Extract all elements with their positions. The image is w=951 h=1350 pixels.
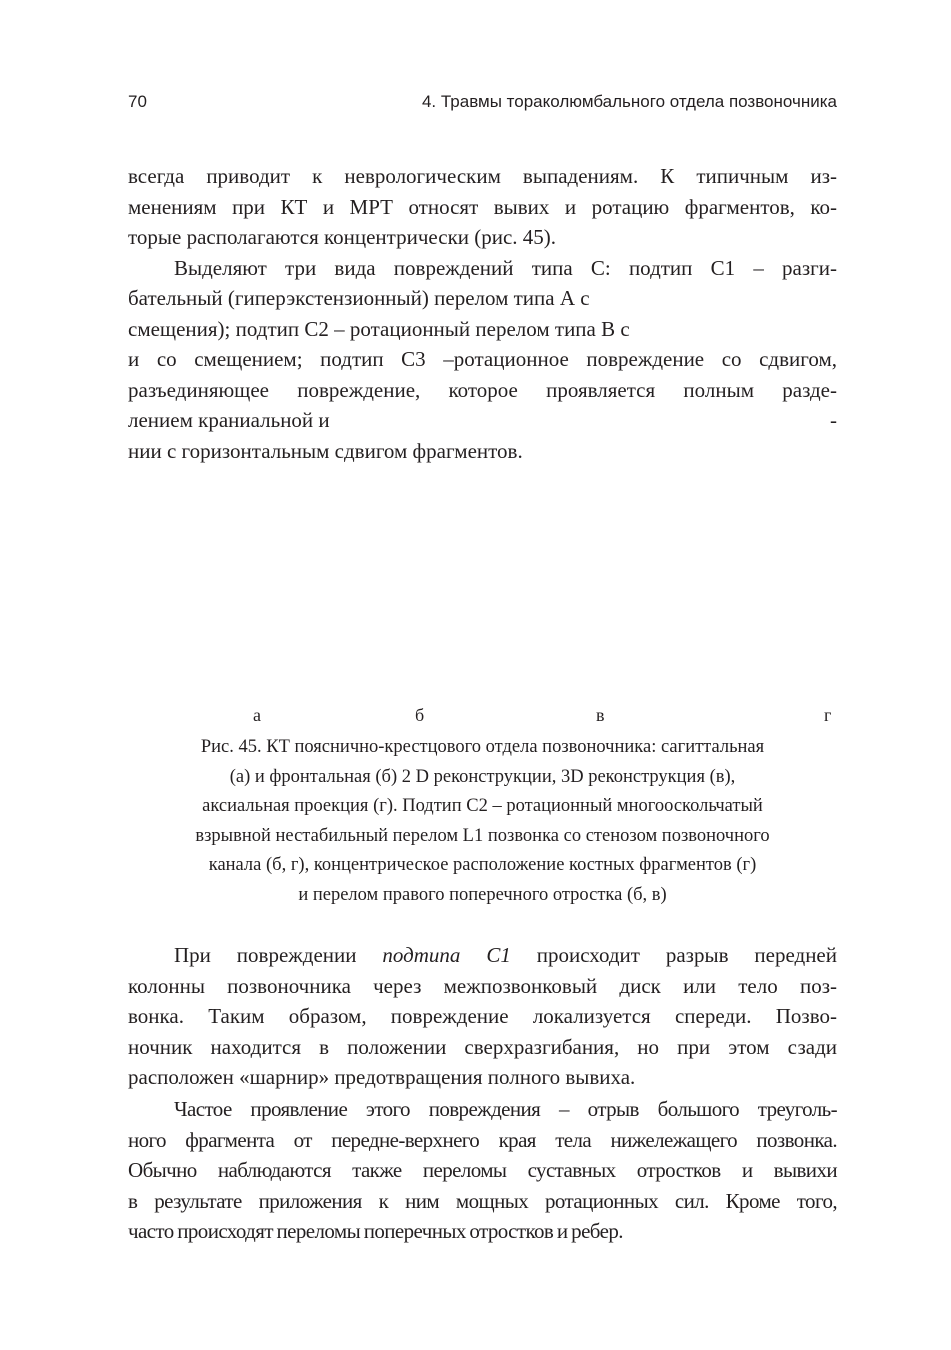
panel-label-c: в (596, 705, 605, 725)
text-line: вонка. Таким образом, повреждение локализуется спереди. Позво- (128, 1004, 837, 1028)
text-block-subtype-c1 (128, 940, 837, 1093)
text-fragment: При повреждении (174, 943, 383, 967)
caption-line: (а) и фронтальная (б) 2 D реконструкции, 3D реконструкция (в), (229, 766, 736, 787)
text-line: всегда приводит к неврологическим выпадениям. К типичным из- (128, 164, 837, 188)
figure-panel-labels (128, 705, 837, 729)
figure-caption (110, 733, 855, 910)
hyphen-fragment: - (830, 408, 837, 432)
text-line: менениям при КТ и МРТ относят вывих и ротацию фрагментов, ко- (128, 194, 837, 219)
panel-label-b: б (415, 705, 425, 725)
text-line: бательный (гиперэкстензионный) перелом типа А с (128, 286, 590, 310)
text-line: ночник находится в положении сверхразгибания, но при этом сзади (128, 1034, 837, 1059)
text-block-bottom (128, 1094, 837, 1247)
text-line: смещения); подтип С2 – ротационный перелом типа В с (128, 316, 630, 341)
chapter-title: 4. Травмы тораколюмбального отдела позвоночника (421, 92, 837, 111)
text-line (128, 940, 837, 971)
page-number: 70 (128, 92, 147, 111)
panel-label-a: а (253, 705, 261, 725)
text-fragment: лением краниальной и (128, 408, 330, 432)
text-line (128, 405, 837, 436)
text-line: часто происходят переломы поперечных отростков и ребер. (128, 1219, 623, 1243)
text-line: Выделяют три вида повреждений типа С: подтип С1 – разги- (174, 255, 837, 280)
text-line: расположен «шарнир» предотвращения полного вывиха. (128, 1065, 636, 1089)
caption-line: Рис. 45. КТ пояснично-крестцового отдела позвоночника: сагиттальная (200, 737, 765, 757)
text-line: Обычно наблюдаются также переломы суставных отростков и вывихи (128, 1158, 837, 1182)
text-line: колонны позвоночника через межпозвонковый диск или тело поз- (128, 973, 837, 998)
running-header (128, 92, 837, 118)
text-line: и со смещением; подтип С3 –ротационное повреждение со сдвигом, (128, 347, 837, 371)
caption-line: канала (б, г), концентрическое расположение костных фрагментов (г) (208, 855, 757, 875)
figure-image-area (128, 472, 837, 692)
text-block-top (128, 161, 837, 466)
panel-label-d: г (824, 705, 832, 725)
text-line: в результате приложения к ним мощных ротационных сил. Кроме того, (128, 1188, 837, 1213)
text-line: Частое проявление этого повреждения – отрыв большого треуголь- (174, 1097, 837, 1121)
text-line: торые располагаются концентрически (рис. 45). (128, 225, 557, 249)
text-line: разъединяющее повреждение, которое проявляется полным разде- (128, 377, 837, 402)
text-line: ного фрагмента от передне-верхнего края тела нижележащего позвонка. (128, 1127, 837, 1152)
caption-line: взрывной нестабильный перелом L1 позвонка со стенозом позвоночного (195, 825, 770, 846)
text-line: нии с горизонтальным сдвигом фрагментов. (128, 438, 523, 463)
text-fragment: происходит разрыв передней (510, 943, 837, 967)
italic-term: подтипа С1 (382, 943, 511, 967)
caption-line: аксиальная проекция (г). Подтип С2 – ротационный многооскольчатый (202, 796, 763, 816)
caption-line: и перелом правого поперечного отростка (б, в) (298, 884, 667, 905)
